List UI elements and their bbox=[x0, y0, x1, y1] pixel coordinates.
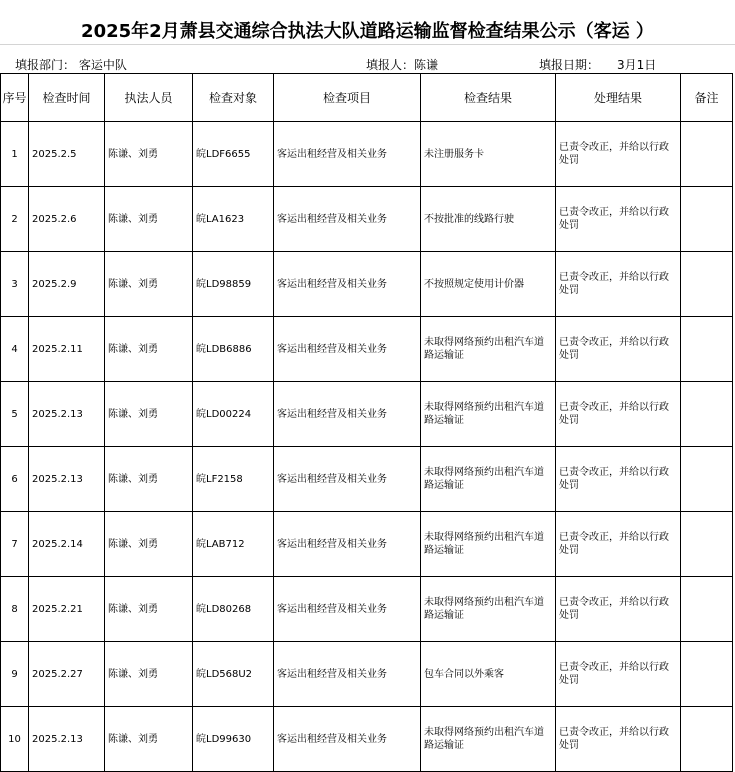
cell-date: 2025.2.13 bbox=[29, 707, 105, 772]
cell-officers: 陈谦、刘勇 bbox=[105, 512, 193, 577]
cell-item: 客运出租经营及相关业务 bbox=[274, 317, 421, 382]
date-value: 3月1日 bbox=[617, 58, 657, 72]
col-header-seq: 序号 bbox=[1, 74, 29, 122]
cell-handling: 已责令改正，并给以行政处罚 bbox=[556, 577, 681, 642]
cell-officers: 陈谦、刘勇 bbox=[105, 122, 193, 187]
cell-note bbox=[681, 252, 733, 317]
col-header-note: 备注 bbox=[681, 74, 733, 122]
col-header-target: 检查对象 bbox=[193, 74, 274, 122]
cell-note bbox=[681, 512, 733, 577]
cell-note bbox=[681, 187, 733, 252]
table-row bbox=[1, 512, 733, 577]
cell-date: 2025.2.6 bbox=[29, 187, 105, 252]
cell-officers: 陈谦、刘勇 bbox=[105, 317, 193, 382]
cell-seq: 2 bbox=[1, 187, 29, 252]
cell-result: 不按批准的线路行驶 bbox=[421, 187, 556, 252]
cell-target: 皖LF2158 bbox=[193, 447, 274, 512]
cell-target: 皖LDF6655 bbox=[193, 122, 274, 187]
col-header-officers: 执法人员 bbox=[105, 74, 193, 122]
date-label: 填报日期： bbox=[539, 58, 600, 72]
dept-label: 填报部门： bbox=[15, 58, 76, 72]
cell-target: 皖LD568U2 bbox=[193, 642, 274, 707]
cell-note bbox=[681, 122, 733, 187]
filler-label: 填报人： bbox=[366, 58, 415, 72]
table-row bbox=[1, 707, 733, 772]
cell-date: 2025.2.11 bbox=[29, 317, 105, 382]
cell-officers: 陈谦、刘勇 bbox=[105, 252, 193, 317]
date-info bbox=[539, 57, 656, 73]
cell-handling: 已责令改正，并给以行政处罚 bbox=[556, 447, 681, 512]
filler-info bbox=[366, 57, 438, 73]
col-header-result: 检查结果 bbox=[421, 74, 556, 122]
cell-handling: 已责令改正，并给以行政处罚 bbox=[556, 642, 681, 707]
cell-seq: 3 bbox=[1, 252, 29, 317]
cell-note bbox=[681, 317, 733, 382]
cell-item: 客运出租经营及相关业务 bbox=[274, 577, 421, 642]
cell-seq: 10 bbox=[1, 707, 29, 772]
cell-handling: 已责令改正，并给以行政处罚 bbox=[556, 512, 681, 577]
cell-handling: 已责令改正，并给以行政处罚 bbox=[556, 122, 681, 187]
cell-note bbox=[681, 642, 733, 707]
page-title: 2025年2月萧县交通综合执法大队道路运输监督检查结果公示（客运 ） bbox=[81, 21, 654, 42]
cell-date: 2025.2.13 bbox=[29, 382, 105, 447]
cell-result: 未取得网络预约出租汽车道路运输证 bbox=[421, 447, 556, 512]
cell-result: 未取得网络预约出租汽车道路运输证 bbox=[421, 512, 556, 577]
cell-target: 皖LDB6886 bbox=[193, 317, 274, 382]
cell-handling: 已责令改正，并给以行政处罚 bbox=[556, 317, 681, 382]
cell-result: 未取得网络预约出租汽车道路运输证 bbox=[421, 317, 556, 382]
col-header-handling: 处理结果 bbox=[556, 74, 681, 122]
gridline bbox=[0, 44, 735, 45]
cell-date: 2025.2.13 bbox=[29, 447, 105, 512]
cell-officers: 陈谦、刘勇 bbox=[105, 642, 193, 707]
cell-result: 包车合同以外乘客 bbox=[421, 642, 556, 707]
cell-date: 2025.2.5 bbox=[29, 122, 105, 187]
dept-value: 客运中队 bbox=[78, 58, 127, 72]
cell-item: 客运出租经营及相关业务 bbox=[274, 382, 421, 447]
col-header-date: 检查时间 bbox=[29, 74, 105, 122]
cell-note bbox=[681, 577, 733, 642]
header-row bbox=[1, 74, 733, 122]
cell-note bbox=[681, 447, 733, 512]
cell-target: 皖LAB712 bbox=[193, 512, 274, 577]
cell-result: 不按照规定使用计价器 bbox=[421, 252, 556, 317]
cell-note bbox=[681, 382, 733, 447]
cell-target: 皖LA1623 bbox=[193, 187, 274, 252]
cell-item: 客运出租经营及相关业务 bbox=[274, 187, 421, 252]
cell-handling: 已责令改正，并给以行政处罚 bbox=[556, 382, 681, 447]
cell-target: 皖LD99630 bbox=[193, 707, 274, 772]
table-row bbox=[1, 447, 733, 512]
col-header-item: 检查项目 bbox=[274, 74, 421, 122]
cell-result: 未取得网络预约出租汽车道路运输证 bbox=[421, 577, 556, 642]
cell-target: 皖LD80268 bbox=[193, 577, 274, 642]
cell-seq: 6 bbox=[1, 447, 29, 512]
cell-seq: 9 bbox=[1, 642, 29, 707]
cell-result: 未取得网络预约出租汽车道路运输证 bbox=[421, 707, 556, 772]
table-row bbox=[1, 252, 733, 317]
cell-item: 客运出租经营及相关业务 bbox=[274, 707, 421, 772]
cell-note bbox=[681, 707, 733, 772]
table-row bbox=[1, 317, 733, 382]
cell-item: 客运出租经营及相关业务 bbox=[274, 512, 421, 577]
cell-date: 2025.2.27 bbox=[29, 642, 105, 707]
cell-handling: 已责令改正，并给以行政处罚 bbox=[556, 252, 681, 317]
cell-date: 2025.2.14 bbox=[29, 512, 105, 577]
cell-target: 皖LD98859 bbox=[193, 252, 274, 317]
cell-item: 客运出租经营及相关业务 bbox=[274, 252, 421, 317]
cell-item: 客运出租经营及相关业务 bbox=[274, 122, 421, 187]
cell-date: 2025.2.21 bbox=[29, 577, 105, 642]
cell-officers: 陈谦、刘勇 bbox=[105, 577, 193, 642]
cell-target: 皖LD00224 bbox=[193, 382, 274, 447]
cell-officers: 陈谦、刘勇 bbox=[105, 382, 193, 447]
cell-handling: 已责令改正，并给以行政处罚 bbox=[556, 707, 681, 772]
table-row bbox=[1, 187, 733, 252]
table-row bbox=[1, 577, 733, 642]
cell-seq: 8 bbox=[1, 577, 29, 642]
cell-officers: 陈谦、刘勇 bbox=[105, 707, 193, 772]
cell-officers: 陈谦、刘勇 bbox=[105, 447, 193, 512]
dept-info bbox=[15, 57, 127, 73]
table-row bbox=[1, 642, 733, 707]
cell-seq: 1 bbox=[1, 122, 29, 187]
cell-result: 未取得网络预约出租汽车道路运输证 bbox=[421, 382, 556, 447]
cell-handling: 已责令改正，并给以行政处罚 bbox=[556, 187, 681, 252]
cell-seq: 4 bbox=[1, 317, 29, 382]
inspection-table bbox=[0, 73, 733, 772]
cell-seq: 5 bbox=[1, 382, 29, 447]
cell-item: 客运出租经营及相关业务 bbox=[274, 447, 421, 512]
table-row bbox=[1, 382, 733, 447]
cell-item: 客运出租经营及相关业务 bbox=[274, 642, 421, 707]
cell-seq: 7 bbox=[1, 512, 29, 577]
cell-date: 2025.2.9 bbox=[29, 252, 105, 317]
table-row bbox=[1, 122, 733, 187]
cell-officers: 陈谦、刘勇 bbox=[105, 187, 193, 252]
filler-value: 陈谦 bbox=[414, 58, 439, 72]
cell-result: 未注册服务卡 bbox=[421, 122, 556, 187]
